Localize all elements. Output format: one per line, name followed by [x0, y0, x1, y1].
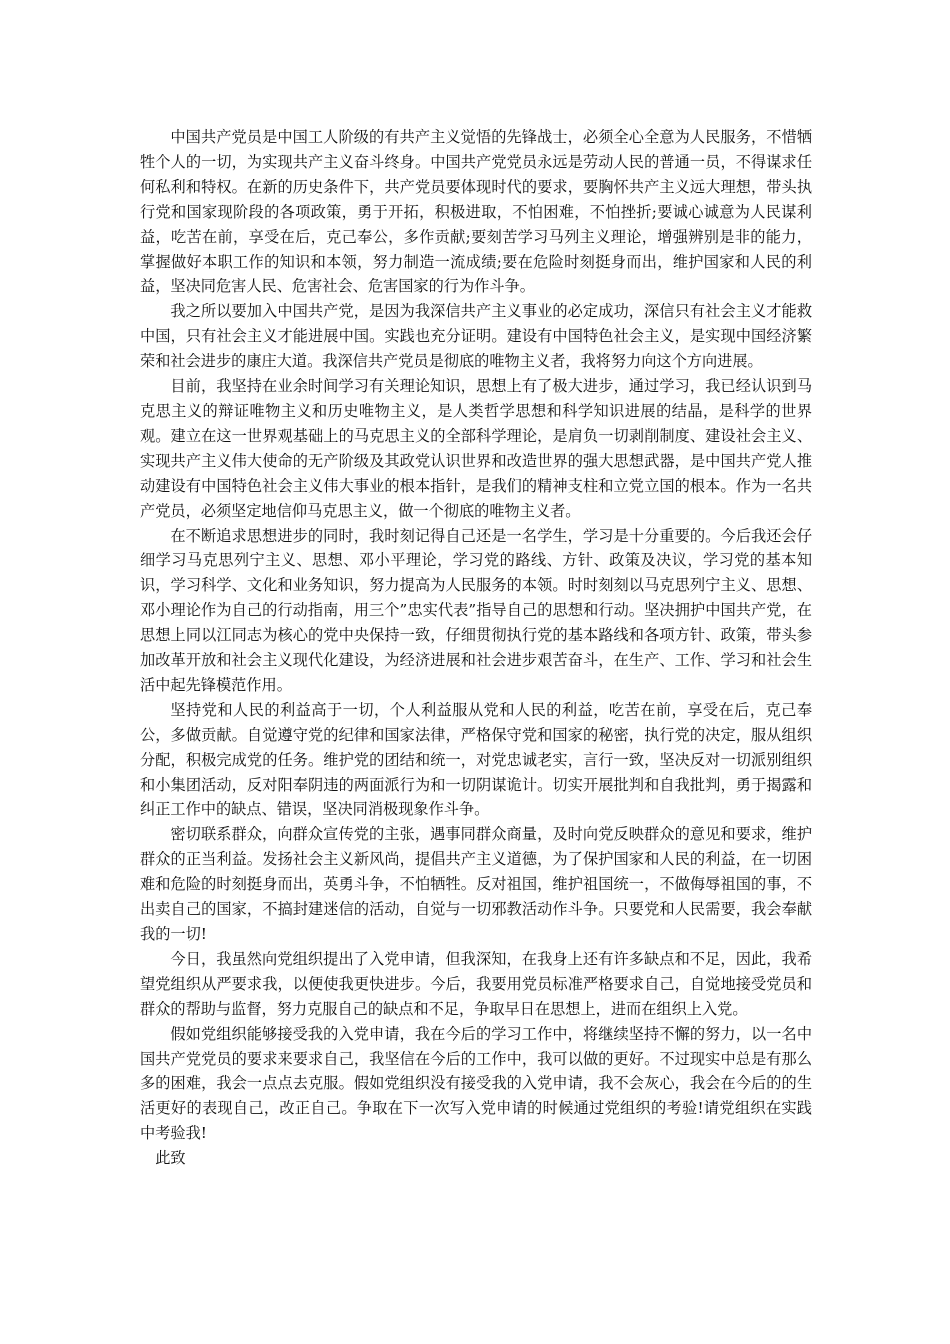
salutation: 此致	[155, 1149, 186, 1168]
paragraph-3: 目前，我坚持在业余时间学习有关理论知识，思想上有了极大进步，通过学习，我已经认识到马克思主义的辩证唯物主义和历史唯物主义，是人类哲学思想和科学知识进展的结晶，是科学的世界观。建立在这一世界观基础上的马克思主义的全部科学理论，是肩负一切剥削制度、建设社会主义、实现共产主义伟大使命的无产阶级及其政党认识世界和改造世界的强大思想武器，是中国共产党人推动建设有中国特色社会主义伟大事业的根本指针，是我们的精神支柱和立党立国的根本。作为一名共产党员，必须坚定地信仰马克思主义，做一个彻底的唯物主义者。	[140, 377, 812, 520]
paragraph-2: 我之所以要加入中国共产党，是因为我深信共产主义事业的必定成功，深信只有社会主义才能救中国，只有社会主义才能进展中国。实践也充分证明。建设有中国特色社会主义，是实现中国经济繁荣和社会进步的康庄大道。我深信共产党员是彻底的唯物主义者，我将努力向这个方向进展。	[140, 302, 812, 371]
paragraph-7: 今日，我虽然向党组织提出了入党申请，但我深知，在我身上还有许多缺点和不足，因此，我希望党组织从严要求我，以便使我更快进步。今后，我要用党员标准严格要求自己，自觉地接受党员和群众的帮助与监督，努力克服自己的缺点和不足，争取早日在思想上，进而在组织上入党。	[140, 949, 812, 1018]
paragraph-1: 中国共产党员是中国工人阶级的有共产主义觉悟的先锋战士，必须全心全意为人民服务，不惜牺牲个人的一切，为实现共产主义奋斗终身。中国共产党党员永远是劳动人民的普通一员，不得谋求任何私利和特权。在新的历史条件下，共产党员要体现时代的要求，要胸怀共产主义远大理想，带头执行党和国家现阶段的各项政策，勇于开拓，积极进取，不怕困难，不怕挫折;要诚心诚意为人民谋利益，吃苦在前，享受在后，克己奉公，多作贡献;要刻苦学习马列主义理论，增强辨别是非的能力，掌握做好本职工作的知识和本领，努力制造一流成绩;要在危险时刻挺身而出，维护国家和人民的利益，坚决同危害人民、危害社会、危害国家的行为作斗争。	[140, 128, 812, 296]
paragraph-8: 假如党组织能够接受我的入党申请，我在今后的学习工作中，将继续坚持不懈的努力，以一名中国共产党党员的要求来要求自己，我坚信在今后的工作中，我可以做的更好。不过现实中总是有那么多的困难，我会一点点去克服。假如党组织没有接受我的入党申请，我不会灰心，我会在今后的的生活更好的表现自己，改正自己。争取在下一次写入党申请的时候通过党组织的考验!请党组织在实践中考验我!	[140, 1024, 812, 1143]
paragraph-6: 密切联系群众，向群众宣传党的主张，遇事同群众商量，及时向党反映群众的意见和要求，维护群众的正当利益。发扬社会主义新风尚，提倡共产主义道德，为了保护国家和人民的利益，在一切困难和危险的时刻挺身而出，英勇斗争，不怕牺牲。反对祖国，维护祖国统一，不做侮辱祖国的事，不出卖自己的国家，不搞封建迷信的活动，自觉与一切邪教活动作斗争。只要党和人民需要，我会奉献我的一切!	[140, 825, 812, 943]
paragraph-5: 坚持党和人民的利益高于一切，个人利益服从党和人民的利益，吃苦在前，享受在后，克己奉公，多做贡献。自觉遵守党的纪律和国家法律，严格保守党和国家的秘密，执行党的决定，服从组织分配，积极完成党的任务。维护党的团结和统一，对党忠诚老实，言行一致，坚决反对一切派别组织和小集团活动，反对阳奉阴违的两面派行为和一切阴谋诡计。切实开展批判和自我批判，勇于揭露和纠正工作中的缺点、错误，坚决同消极现象作斗争。	[140, 700, 812, 819]
document-body	[140, 125, 812, 1171]
paragraph-4: 在不断追求思想进步的同时，我时刻记得自己还是一名学生，学习是十分重要的。今后我还会仔细学习马克思列宁主义、思想、邓小平理论，学习党的路线、方针、政策及决议，学习党的基本知识，学习科学、文化和业务知识，努力提高为人民服务的本领。时时刻刻以马克思列宁主义、思想、邓小理论作为自己的行动指南，用三个”忠实代表”指导自己的思想和行动。坚决拥护中国共产党，在思想上同以江同志为核心的党中央保持一致，仔细贯彻执行党的基本路线和各项方针、政策，带头参加改革开放和社会主义现代化建设，为经济进展和社会进步艰苦奋斗，在生产、工作、学习和社会生活中起先锋模范作用。	[140, 526, 812, 694]
